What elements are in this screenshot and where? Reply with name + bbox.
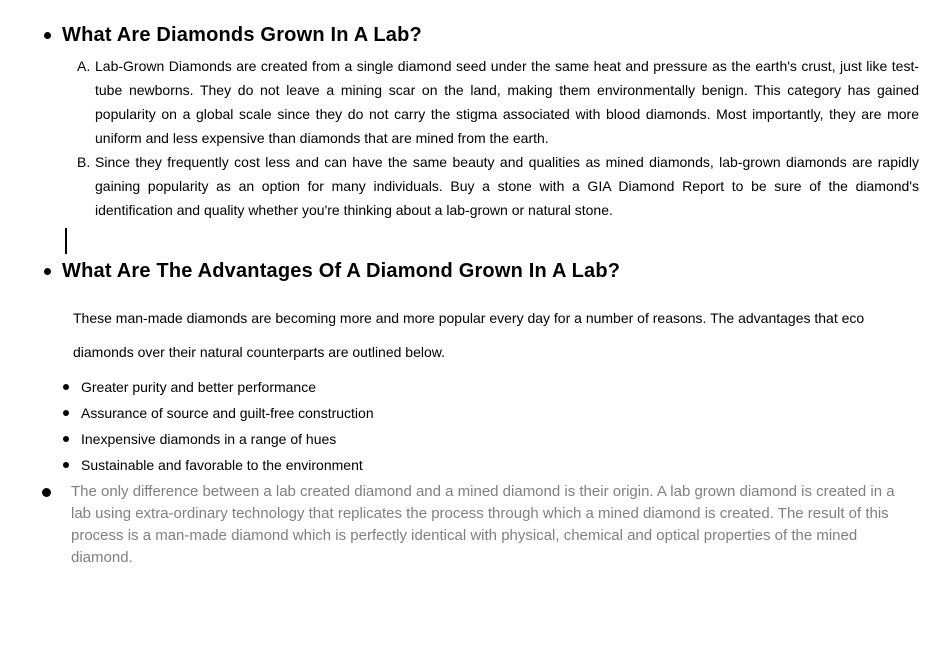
- list-item: [0, 400, 948, 426]
- bullet-icon: [63, 436, 69, 442]
- bullet-icon: [42, 488, 51, 497]
- text-cursor: [65, 228, 67, 254]
- bullet-icon: [63, 384, 69, 390]
- section-heading-1: [0, 0, 948, 48]
- paragraph-b: Since they frequently cost less and can have the same beauty and qualities as mined diamonds, lab-grown diamonds are rapidly gaining popularity as an option for many individuals. Buy a stone with a GIA Diamond Report to be sure of the diamond's identification and quality whether you're thinking about a lab-grown or natural stone.: [95, 154, 919, 218]
- list-item-label: Assurance of source and guilt-free construction: [81, 405, 374, 421]
- list-marker-a: A.: [77, 58, 91, 74]
- list-item: [0, 374, 948, 400]
- paragraph-a: Lab-Grown Diamonds are created from a single diamond seed under the same heat and pressure as the earth's crust, just like test-tube newborns. They do not leave a mining scar on the land, making them environmentally benign. This category has gained popularity on a global scale since they do not carry the stigma associated with blood diamonds. Most importantly, they are more uniform and less expensive than diamonds that are mined from the earth.: [95, 58, 919, 146]
- advantages-list: [0, 374, 948, 478]
- list-marker-b: B.: [77, 154, 91, 170]
- list-item-label: Greater purity and better performance: [81, 379, 317, 395]
- conclusion-paragraph: The only difference between a lab created diamond and a mined diamond is their origin. A lab grown diamond is created in a lab using extra-ordinary technology that replicates the process through which a mined diamond is created. The result of this process is a man-made diamond which is perfectly identical with physical, chemical and optical properties of the mined diamond.: [71, 483, 895, 566]
- list-item-label: Inexpensive diamonds in a range of hues: [81, 431, 337, 447]
- list-item-a: [0, 54, 948, 150]
- bullet-icon: [44, 32, 51, 39]
- bullet-icon: [63, 462, 69, 468]
- section-heading-2: [0, 258, 948, 284]
- list-item-b: [0, 150, 948, 222]
- bullet-icon: [44, 268, 51, 275]
- empty-line[interactable]: [0, 228, 948, 254]
- heading-advantages: What Are The Advantages Of A Diamond Grown In A Lab?: [62, 260, 621, 282]
- conclusion-item: [0, 481, 948, 569]
- list-item: [0, 452, 948, 478]
- list-item-label: Sustainable and favorable to the environment: [81, 457, 363, 473]
- list-item: [0, 426, 948, 452]
- heading-what-are-lab-diamonds: What Are Diamonds Grown In A Lab?: [62, 24, 422, 46]
- lettered-list: [0, 54, 948, 222]
- intro-paragraph: These man-made diamonds are becoming more and more popular every day for a number of reasons. The advantages that eco diamonds over their natural counterparts are outlined below.: [73, 310, 865, 360]
- bullet-icon: [63, 410, 69, 416]
